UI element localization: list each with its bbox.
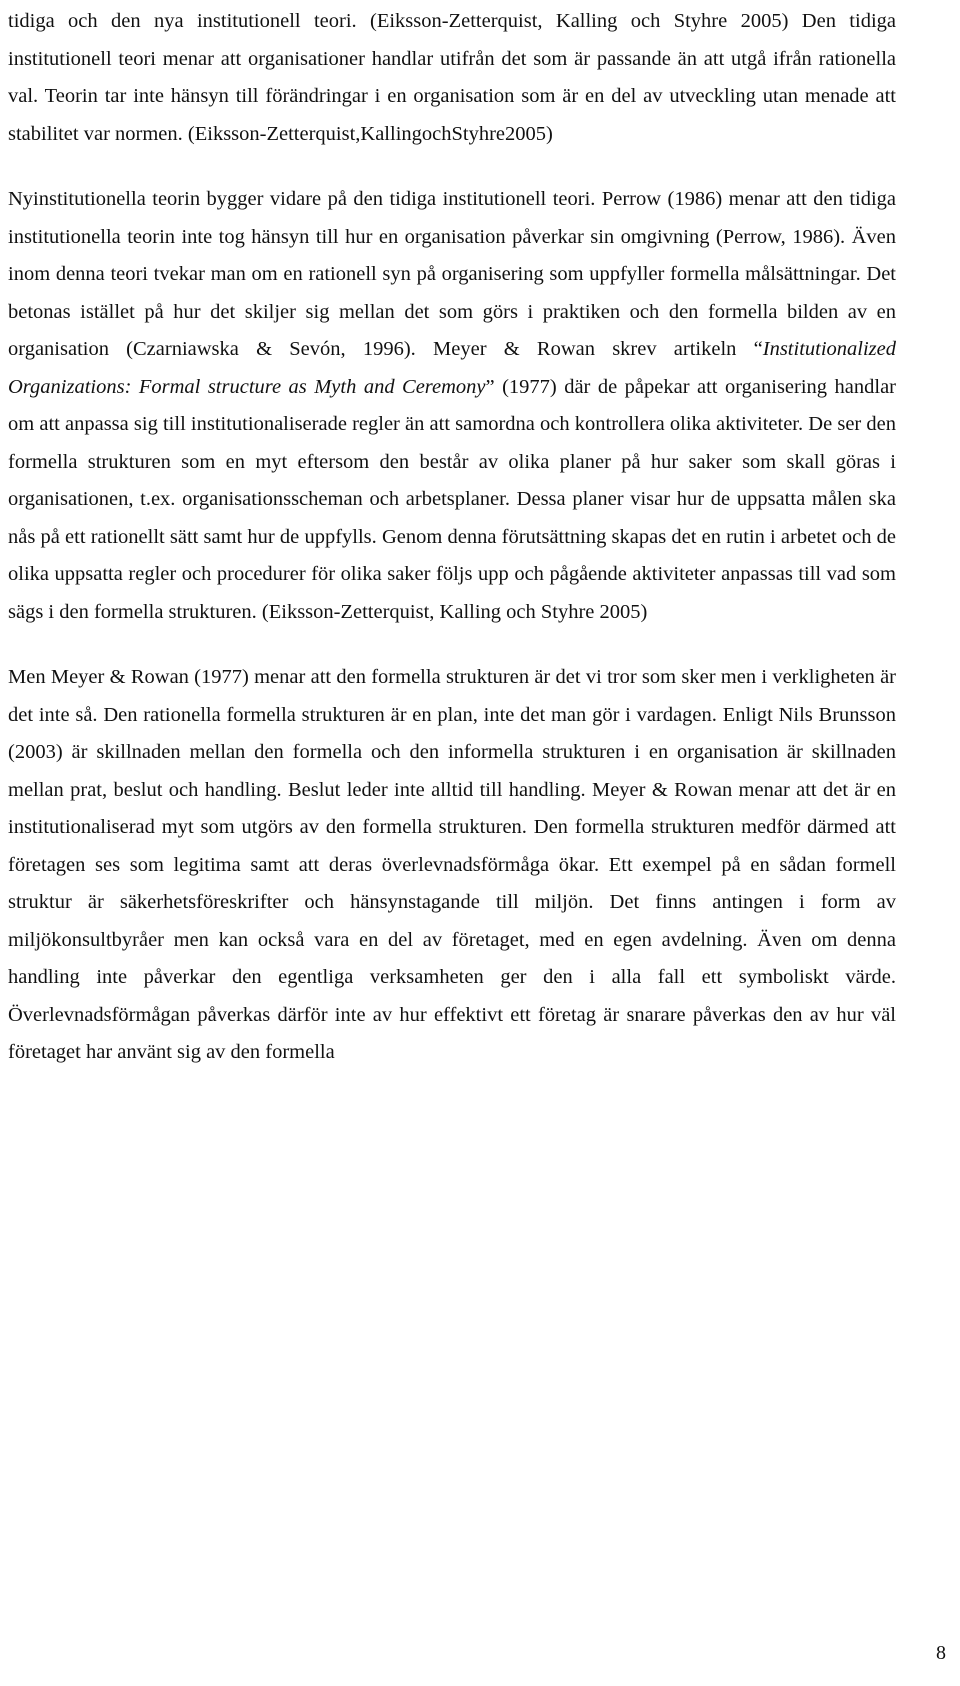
paragraph-early-institutional-theory: [8, 3, 896, 153]
paragraph-text: Nyinstitutionella teorin bygger vidare på den tidiga institutionell teori. Perrow (1986) menar att den tidiga institutionella teorin inte tog hänsyn till hur en organisation påverkar sin omgivning (Perrow, 1986). Även inom denna teori tvekar man om en rationell syn på organisering som uppfyller formella målsättningar. Det betonas istället på hur det skiljer sig mellan det som görs i praktiken och den formella bilden av en organisation (Czarniawska & Sevón, 1996). Meyer & Rowan skrev artikeln “: [8, 188, 896, 360]
paragraph-gap: [8, 153, 896, 181]
page-number: 8: [936, 1642, 946, 1664]
paragraph-text: ” (1977) där de påpekar att organisering handlar om att anpassa sig till institutionaliserade regler än att samordna och kontrollera olika aktiviteter. De ser den formella strukturen som en myt eftersom den består av olika planer på hur saker som skall göras i organisationen, t.ex. organisationsscheman och arbetsplaner. Dessa planer visar hur de uppsatta målen ska nås på ett rationellt sätt samt hur de uppfylls. Genom denna förutsättning skapas det en rutin i arbetet och de olika uppsatta regler och procedurer för olika saker följs upp och pågående aktiviteter anpassas till vad som sägs i den formella strukturen. (Eiksson-Zetterquist, Kalling och Styhre 2005): [8, 375, 896, 623]
paragraph-text: Men Meyer & Rowan (1977) menar att den formella strukturen är det vi tror som sker men i verkligheten är det inte så. Den rationella formella strukturen är en plan, inte det man gör i vardagen. Enligt Nils Brunsson (2003) är skillnaden mellan den formella och den informella strukturen i en organisation är skillnaden mellan prat, beslut och handling. Beslut leder inte alltid till handling. Meyer & Rowan menar att det är en institutionaliserad myt som utgörs av den formella strukturen. Den formella strukturen medför därmed att företagen ses som legitima samt att deras överlevnadsförmåga ökar. Ett exempel på en sådan formell struktur är säkerhetsföreskrifter och hänsynstagande till miljön. Det finns antingen i form av miljökonsultbyråer men kan också vara en del av företaget, med en egen avdelning. Även om denna handling inte påverkar den egentliga verksamheten ger den i alla fall ett symboliskt värde. Överlevnadsförmågan påverkas därför inte av hur effektivt ett företag är snarare påverkas den av hur väl företaget har använt sig av den formella: [8, 666, 896, 1063]
article-title: Institutionalized Organizations: Formal structure as Myth and Ceremony: [8, 338, 896, 398]
paragraph-formal-structure-myth: [8, 659, 896, 1072]
paragraph-text: tidiga och den nya institutionell teori. (Eiksson-Zetterquist, Kalling och Styhre 2005) Den tidiga institutionell teori menar att organisationer handlar utifrån det som är passande än att utgå ifrån rationella val. Teorin tar inte hänsyn till förändringar i en organisation som är en del av utveckling utan menade att stabilitet var normen. (Eiksson-Zetterquist,KallingochStyhre2005): [8, 10, 896, 145]
paragraph-gap: [8, 631, 896, 659]
paragraph-new-institutional-theory: [8, 181, 896, 631]
document-page: [8, 0, 896, 1072]
